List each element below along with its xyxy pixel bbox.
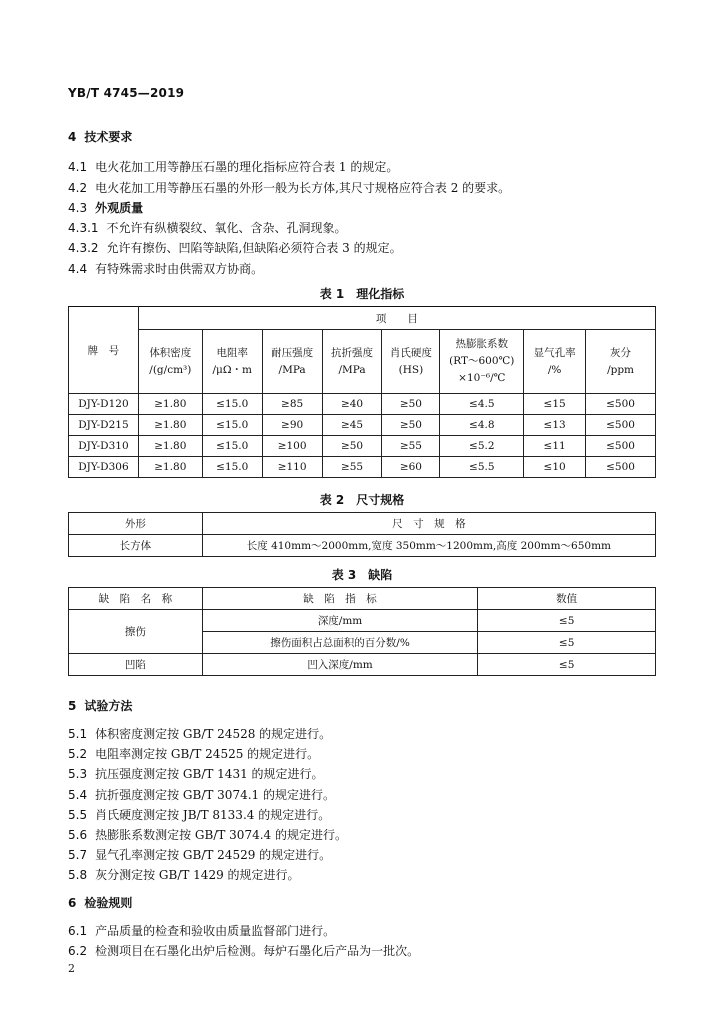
table-1-col-header: 灰分 /ppm [586,330,656,394]
table-cell: ≤15.0 [202,415,262,436]
clause-5-1 [68,725,331,742]
clause-number: 4.3 [68,201,88,215]
clause-text: 电火花加工用等静压石墨的理化指标应符合表 1 的规定。 [95,160,399,174]
clause-text: 显气孔率测定按 GB/T 24529 的规定进行。 [95,848,332,862]
table-cell: 深度/mm [202,610,478,632]
section-number: 6 [68,896,77,910]
table-1-caption: 表 1 理化指标 [319,287,405,301]
clause-number: 4.2 [68,181,88,195]
table-row [69,436,656,457]
clause-6-2 [68,942,419,959]
table-cell: ≤15 [524,394,586,415]
clause-number: 5.2 [68,747,88,761]
clause-text: 热膨胀系数测定按 GB/T 3074.4 的规定进行。 [95,828,347,842]
clause-4-4 [68,260,263,277]
table-cell: ≤500 [586,415,656,436]
table-cell: ≥100 [262,436,322,457]
table-row [69,394,656,415]
table-1-group-header: 项 目 [138,307,655,330]
table-cell: ≥50 [382,415,440,436]
table-cell: ≥55 [322,457,382,478]
clause-number: 5.3 [68,767,88,781]
clause-text: 产品质量的检查和验收由质量监督部门进行。 [95,924,336,938]
clause-text: 电阻率测定按 GB/T 24525 的规定进行。 [95,747,320,761]
section-title: 技术要求 [84,130,133,144]
table-cell: ≤13 [524,415,586,436]
table-1 [68,306,656,478]
section-4-heading [68,128,132,145]
table-cell: ≥110 [262,457,322,478]
table-cell: ≤500 [586,436,656,457]
table-cell: DJY-D310 [69,436,139,457]
table-row [69,415,656,436]
clause-5-2 [68,745,319,762]
clause-text: 不允许有纵横裂纹、氧化、含杂、孔洞现象。 [106,221,347,235]
clause-number: 5.1 [68,727,88,741]
table-cell: ≤500 [586,394,656,415]
table-cell: 长度 410mm～2000mm,宽度 350mm～1200mm,高度 200mm～650mm [202,535,655,557]
table-cell: ≥60 [382,457,440,478]
table-row [69,610,656,632]
section-number: 5 [68,699,77,713]
table-1-col-header: 体积密度 /(g/cm³) [138,330,202,394]
clause-6-1 [68,922,335,939]
table-3-caption: 表 3 缺陷 [331,568,393,582]
table-cell: ≤4.5 [440,394,524,415]
table-cell: ≤15.0 [202,436,262,457]
table-cell: ≥1.80 [138,415,202,436]
clause-4-3-1 [68,219,347,236]
table-cell: 擦伤 [69,610,203,654]
table-cell: 凹陷 [69,654,203,676]
clause-number: 5.8 [68,868,88,882]
table-cell: ≤500 [586,457,656,478]
table-1-col-header: 电阻率 /μΩ・m [202,330,262,394]
table-1-col-header: 显气孔率 /% [524,330,586,394]
table-2-header-size: 尺 寸 规 格 [202,513,655,535]
clause-text: 电火花加工用等静压石墨的外形一般为长方体,其尺寸规格应符合表 2 的要求。 [95,181,511,195]
table-cell: ≤15.0 [202,394,262,415]
clause-5-4 [68,786,335,803]
table-cell: ≥50 [322,436,382,457]
clause-4-2 [68,179,510,196]
clause-number: 5.4 [68,788,88,802]
table-2 [68,512,656,557]
table-cell: ≤5 [478,654,656,676]
page-number: 2 [68,962,75,975]
clause-text: 允许有擦伤、凹陷等缺陷,但缺陷必须符合表 3 的规定。 [106,241,402,255]
table-cell: ≥55 [382,436,440,457]
table-1-col-header: 热膨胀系数 (RT～600℃) ×10⁻⁶/℃ [440,330,524,394]
table-3-header-indicator: 缺 陷 指 标 [202,588,478,610]
table-cell: ≥85 [262,394,322,415]
section-title: 检验规则 [84,896,133,910]
table-cell: DJY-D306 [69,457,139,478]
document-code: YB/T 4745—2019 [68,86,185,100]
clause-text: 肖氏硬度测定按 JB/T 8133.4 的规定进行。 [95,808,331,822]
table-cell: ≥40 [322,394,382,415]
clause-text: 有特殊需求时由供需双方协商。 [95,262,264,276]
clause-5-7 [68,846,331,863]
table-cell: ≥1.80 [138,394,202,415]
clause-5-3 [68,765,324,782]
clause-text: 检测项目在石墨化出炉后检测。每炉石墨化后产品为一批次。 [95,944,420,958]
clause-4-3-2 [68,239,402,256]
section-title: 试验方法 [84,699,133,713]
table-3-header-value: 数值 [478,588,656,610]
clause-number: 6.1 [68,924,88,938]
table-cell: ≥45 [322,415,382,436]
clause-number: 5.5 [68,808,88,822]
table-cell: ≤4.8 [440,415,524,436]
table-cell: ≥90 [262,415,322,436]
table-cell: ≥1.80 [138,436,202,457]
table-2-header-shape: 外形 [69,513,203,535]
clause-number: 4.3.2 [68,241,99,255]
clause-text: 抗压强度测定按 GB/T 1431 的规定进行。 [95,767,324,781]
clause-number: 4.1 [68,160,88,174]
table-cell: 擦伤面积占总面积的百分数/% [202,632,478,654]
table-cell: DJY-D120 [69,394,139,415]
table-row [69,654,656,676]
table-1-col-header: 抗折强度 /MPa [322,330,382,394]
table-cell: ≥1.80 [138,457,202,478]
table-cell: ≥50 [382,394,440,415]
clause-text: 灰分测定按 GB/T 1429 的规定进行。 [95,868,300,882]
clause-text: 体积密度测定按 GB/T 24528 的规定进行。 [95,727,332,741]
table-cell: ≤11 [524,436,586,457]
clause-title: 外观质量 [95,201,144,215]
clause-number: 5.7 [68,848,88,862]
table-cell: ≤15.0 [202,457,262,478]
clause-4-3 [68,199,143,216]
table-cell: ≤5.5 [440,457,524,478]
clause-5-6 [68,826,347,843]
table-1-col-header: 肖氏硬度 (HS) [382,330,440,394]
table-cell: ≤5 [478,632,656,654]
clause-4-1 [68,158,398,175]
table-cell: ≤10 [524,457,586,478]
clause-text: 抗折强度测定按 GB/T 3074.1 的规定进行。 [95,788,335,802]
clause-number: 6.2 [68,944,88,958]
table-cell: 凹入深度/mm [202,654,478,676]
table-cell: DJY-D215 [69,415,139,436]
table-1-col-header: 耐压强度 /MPa [262,330,322,394]
table-cell: 长方体 [69,535,203,557]
clause-number: 4.3.1 [68,221,99,235]
table-row [69,457,656,478]
table-3-header-name: 缺 陷 名 称 [69,588,203,610]
table-1-brand-header: 牌 号 [69,307,139,394]
table-2-caption: 表 2 尺寸规格 [319,493,405,507]
table-row [69,535,656,557]
section-5-heading [68,697,132,714]
clause-number: 4.4 [68,262,88,276]
section-number: 4 [68,130,77,144]
clause-number: 5.6 [68,828,88,842]
table-3 [68,587,656,676]
table-cell: ≤5.2 [440,436,524,457]
clause-5-8 [68,866,300,883]
section-6-heading [68,894,132,911]
table-cell: ≤5 [478,610,656,632]
clause-5-5 [68,806,330,823]
